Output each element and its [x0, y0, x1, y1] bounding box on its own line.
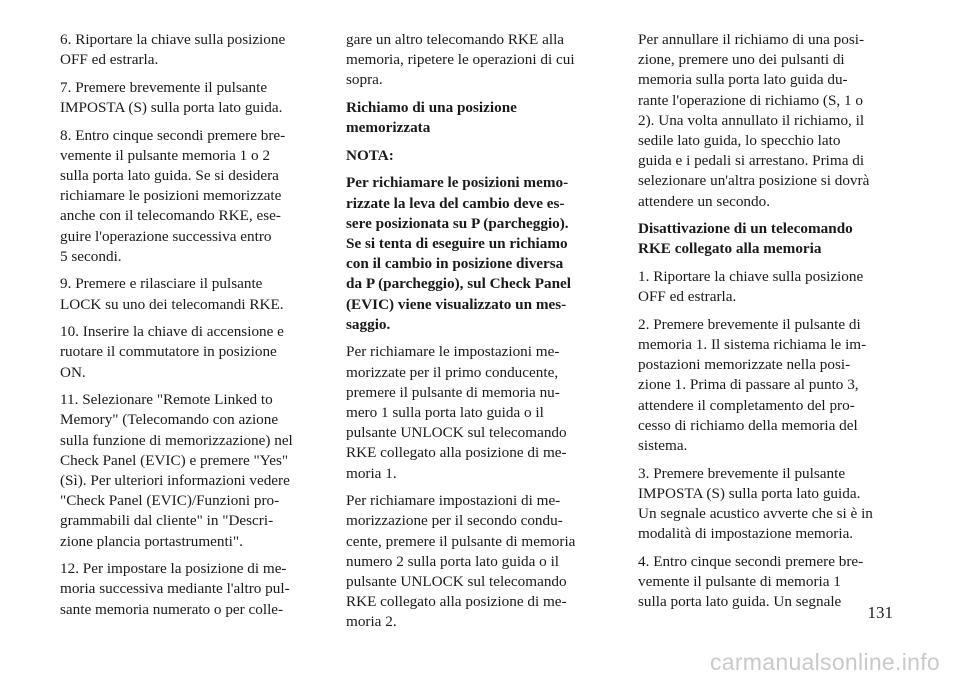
- watermark: carmanualsonline.info: [709, 649, 940, 675]
- text-column-1: [60, 30, 322, 627]
- step-11-paragraph: 11. Selezionare "Remote Linked to Memory" (Telecomando con azione sulla funzione di memorizzazione) nel Check Panel (EVIC) e premere "Yes" (Sì). Per ulteriori informazioni vedere "Check Panel (EVIC)/Funzioni pro- grammabili dal cliente" in "Descri- zione plancia portastrumenti".: [60, 391, 293, 550]
- step-6-paragraph: 6. Riportare la chiave sulla posizione OFF ed estrarla.: [60, 31, 286, 69]
- section-heading-deactivate: Disattivazione di un telecomando RKE collegato alla memoria: [638, 220, 853, 258]
- deactivate-step-3-paragraph: 3. Premere brevemente il pulsante IMPOSTA (S) sulla porta lato guida. Un segnale acustico avverte che si è in modalità di impostazione memoria.: [638, 464, 873, 543]
- deactivate-step-1-paragraph: 1. Riportare la chiave sulla posizione OFF ed estrarla.: [638, 268, 864, 306]
- recall-driver-1-paragraph: Per richiamare le impostazioni me- morizzate per il primo conducente, premere il pulsante di memoria nu- mero 1 sulla porta lato guida o il pulsante UNLOCK sul telecomando RKE collegato alla posizione di me- moria 1.: [346, 343, 567, 482]
- cancel-recall-paragraph: Per annullare il richiamo di una posi- zione, premere uno dei pulsanti di memoria sulla porta lato guida du- rante l'operazione di richiamo (S, 1 o 2). Una volta annullato il richiamo, il sedile lato guida, lo specchio lato guida e i pedali si arrestano. Prima di selezionare un'altra posizione si dovrà attendere un secondo.: [638, 31, 870, 210]
- text-column-2: [346, 30, 606, 640]
- text-column-3: [638, 30, 896, 620]
- section-heading-recall: Richiamo di una posizione memorizzata: [346, 99, 517, 137]
- deactivate-step-4-paragraph: 4. Entro cinque secondi premere bre- vemente il pulsante di memoria 1 sulla porta lato guida. Un segnale: [638, 552, 864, 611]
- note-text: Per richiamare le posizioni memo- rizzate la leva del cambio deve es- sere posizionata su P (parcheggio). Se si tenta di eseguire un richiamo con il cambio in posizione diversa da P (parcheggio), sul Check Panel (EVIC) viene visualizzato un mes- saggio.: [346, 174, 572, 333]
- step-9-paragraph: 9. Premere e rilasciare il pulsante LOCK su uno dei telecomandi RKE.: [60, 275, 284, 313]
- page-number: 131: [867, 603, 893, 622]
- step-10-paragraph: 10. Inserire la chiave di accensione e ruotare il commutatore in posizione ON.: [60, 323, 284, 381]
- note-label: NOTA:: [346, 146, 394, 164]
- step-12-continuation-paragraph: gare un altro telecomando RKE alla memoria, ripetere le operazioni di cui sopra.: [346, 31, 575, 89]
- recall-driver-2-paragraph: Per richiamare impostazioni di me- morizzazione per il secondo condu- cente, premere il pulsante di memoria numero 2 sulla porta lato guida o il pulsante UNLOCK sul telecomando RKE collegato alla posizione di me- moria 2.: [346, 492, 576, 631]
- step-7-paragraph: 7. Premere brevemente il pulsante IMPOSTA (S) sulla porta lato guida.: [60, 78, 283, 116]
- deactivate-step-2-paragraph: 2. Premere brevemente il pulsante di memoria 1. Il sistema richiama le im- postazioni memorizzate nella posi- zione 1. Prima di passare al punto 3, attendere il completamento del pro- cesso di richiamo della memoria del sistema.: [638, 315, 867, 455]
- step-12-paragraph: 12. Per impostare la posizione di me- moria successiva mediante l'altro pul- sante memoria numerato o per colle-: [60, 560, 290, 618]
- step-8-paragraph: 8. Entro cinque secondi premere bre- vemente il pulsante memoria 1 o 2 sulla porta lato guida. Se si desidera richiamare le posizioni memorizzate anche con il telecomando RKE, ese- guire l'operazione successiva entro 5 secondi.: [60, 126, 286, 265]
